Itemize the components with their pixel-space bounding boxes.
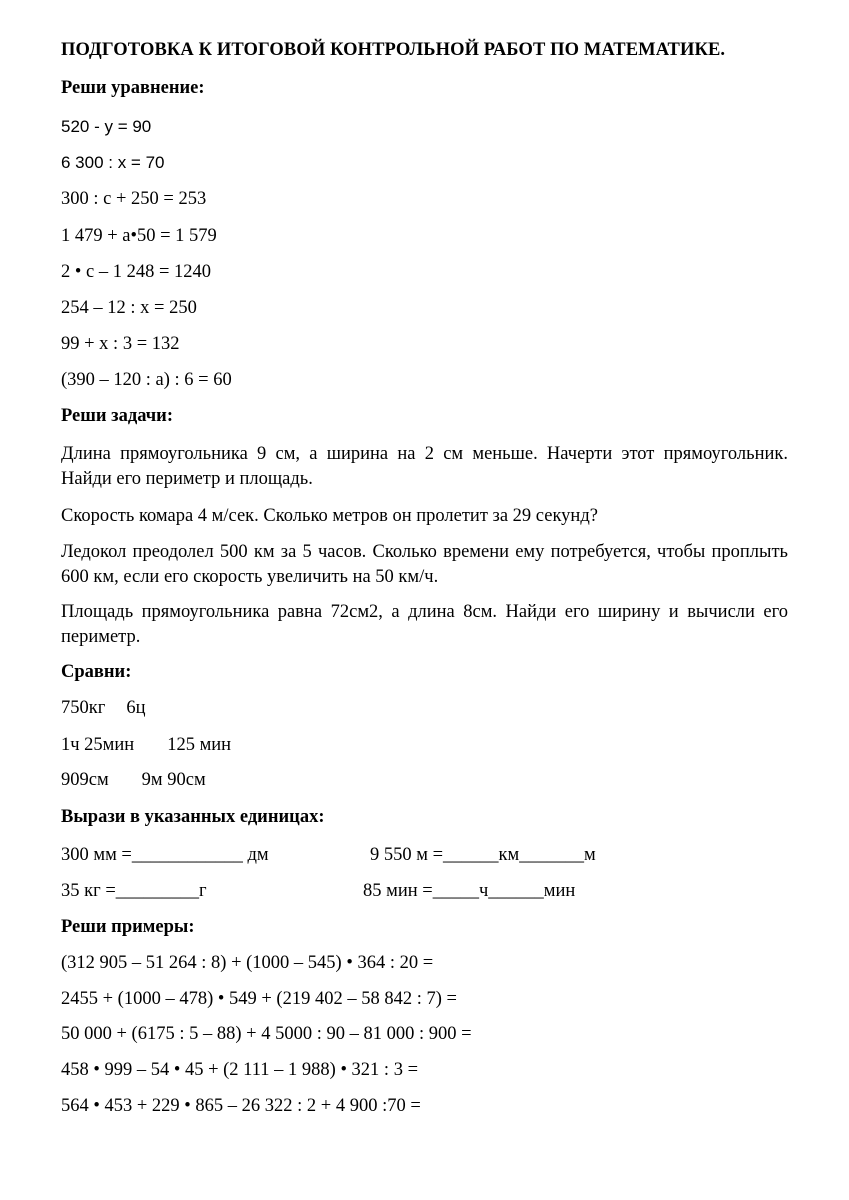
equation-item: 254 – 12 : х = 250 <box>61 298 197 318</box>
equation-item: 2 • с – 1 248 = 1240 <box>61 262 211 282</box>
equation-item: 99 + х : 3 = 132 <box>61 334 180 354</box>
problem-item: Скорость комара 4 м/сек. Сколько метров он пролетит за 29 секунд? <box>61 506 598 526</box>
example-item: 564 • 453 + 229 • 865 – 26 322 : 2 + 4 900 :70 = <box>61 1096 421 1116</box>
convert-right: 85 мин =_____ч______мин <box>363 881 576 901</box>
problem-item: Длина прямоугольника 9 см, а ширина на 2 см меньше. Начерти этот прямоугольник. Найди его периметр и площадь. <box>61 444 788 489</box>
compare-left: 1ч 25мин <box>61 735 135 755</box>
example-item: 2455 + (1000 – 478) • 549 + (219 402 – 58 842 : 7) = <box>61 989 457 1009</box>
compare-left: 909см <box>61 770 109 790</box>
problems-heading: Реши задачи: <box>61 406 173 426</box>
equation-item: 1 479 + а•50 = 1 579 <box>61 226 217 246</box>
compare-left: 750кг <box>61 698 106 718</box>
problem-item: Площадь прямоугольника равна 72см2, а длина 8см. Найди его ширину и вычисли его периметр. <box>61 602 788 647</box>
compare-heading: Сравни: <box>61 662 132 682</box>
convert-left: 35 кг =_________г <box>61 881 207 901</box>
compare-right: 9м 90см <box>141 770 206 790</box>
problem-item: Ледокол преодолел 500 км за 5 часов. Сколько времени ему потребуется, чтобы проплыть 600 км, если его скорость увеличить на 50 км/ч. <box>61 542 788 587</box>
convert-heading: Вырази в указанных единицах: <box>61 807 325 827</box>
compare-row <box>61 698 145 719</box>
compare-row <box>61 770 206 791</box>
compare-row <box>61 735 231 756</box>
equation-item: 6 300 : х = 70 <box>61 153 165 172</box>
equations-heading: Реши уравнение: <box>61 78 205 98</box>
page-title: ПОДГОТОВКА К ИТОГОВОЙ КОНТРОЛЬНОЙ РАБОТ ПО МАТЕМАТИКЕ. <box>61 40 726 60</box>
example-item: 50 000 + (6175 : 5 – 88) + 4 5000 : 90 – 81 000 : 900 = <box>61 1024 472 1044</box>
equation-item: 300 : с + 250 = 253 <box>61 189 207 209</box>
convert-right: 9 550 м =______км_______м <box>370 845 596 865</box>
equation-item: (390 – 120 : а) : 6 = 60 <box>61 370 232 390</box>
examples-heading: Реши примеры: <box>61 917 195 937</box>
equation-item: 520 - y = 90 <box>61 117 152 136</box>
compare-right: 125 мин <box>167 735 232 755</box>
example-item: (312 905 – 51 264 : 8) + (1000 – 545) • 364 : 20 = <box>61 953 434 973</box>
example-item: 458 • 999 – 54 • 45 + (2 111 – 1 988) • 321 : 3 = <box>61 1060 419 1080</box>
convert-left: 300 мм =____________ дм <box>61 845 269 865</box>
compare-right: 6ц <box>126 698 146 718</box>
